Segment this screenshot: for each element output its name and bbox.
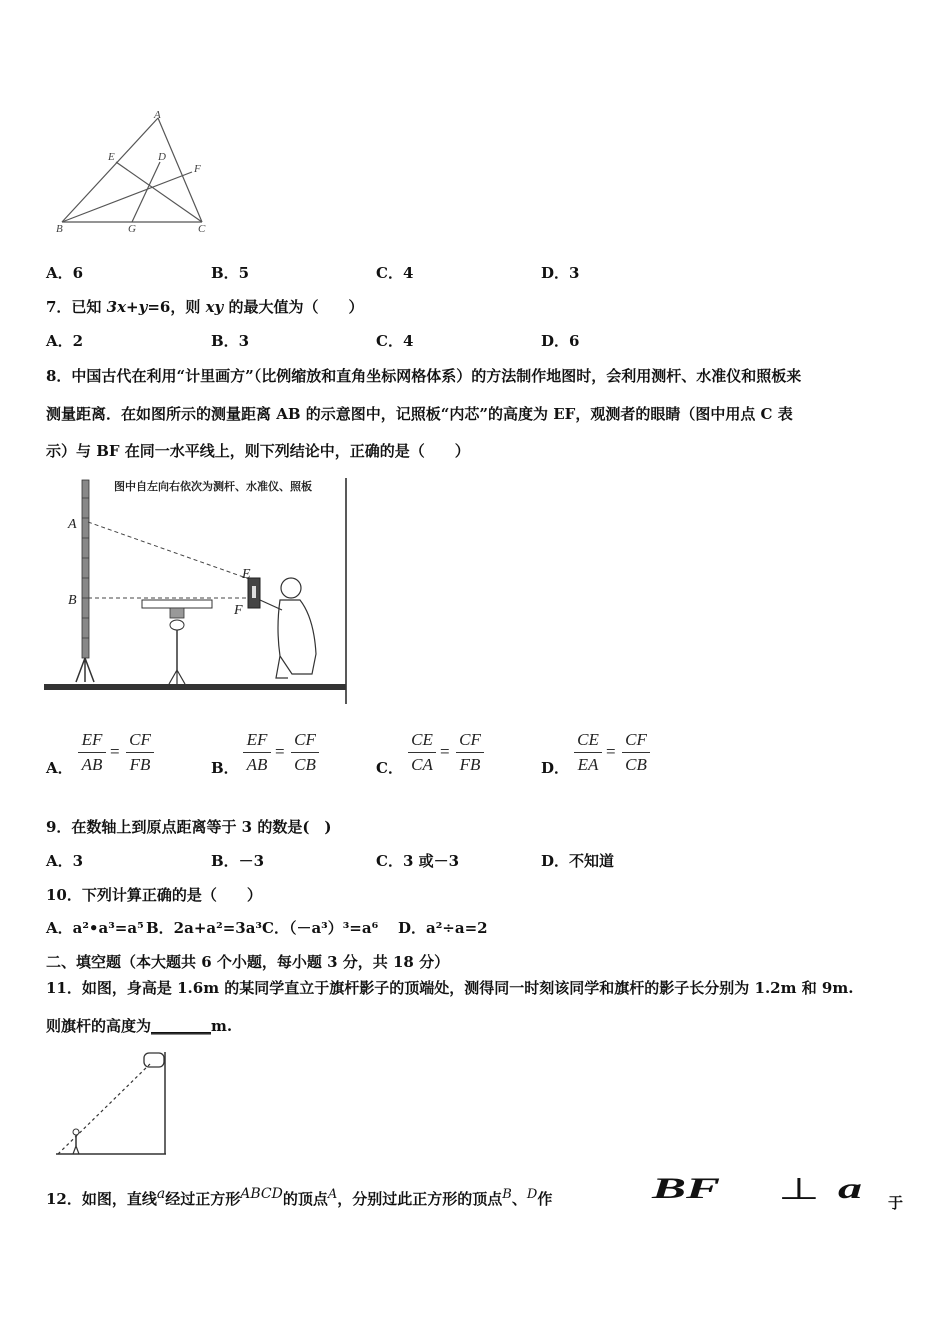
q6-option-d[interactable]: D．3 — [541, 264, 580, 282]
q8-option-a-frac2: CF FB — [126, 730, 154, 775]
flagpole-figure — [52, 1048, 172, 1160]
section-heading: 二、填空题（本大题共 6 个小题，每小题 3 分，共 18 分） — [46, 953, 450, 971]
q10-stem: 10．下列计算正确的是（ ） — [46, 886, 262, 904]
q8-option-b-eq: = — [275, 742, 285, 761]
label-e: E — [242, 567, 251, 582]
q8-option-b-frac1: EF AB — [243, 730, 271, 775]
label-a: A — [154, 110, 161, 121]
q7-option-c[interactable]: C．4 — [376, 332, 414, 350]
q6-option-a[interactable]: A．6 — [46, 264, 84, 282]
q8-option-d-eq: = — [606, 742, 616, 761]
q7-stem: 7．已知 3x+y=6，则 xy 的最大值为（ ） — [46, 298, 364, 316]
q12-formula-bf: BF — [652, 1172, 721, 1205]
q9-option-b[interactable]: B．－3 — [211, 852, 265, 870]
label-e: E — [108, 151, 115, 163]
label-c: C — [198, 223, 206, 235]
label-g: G — [128, 223, 136, 235]
q11-line-2: 则旗杆的高度为________m. — [46, 1017, 233, 1035]
q10-option-d[interactable]: D．a²÷a=2 — [398, 919, 488, 937]
q8-option-c-frac1: CE CA — [408, 730, 436, 775]
q8-option-b-frac2: CF CB — [291, 730, 319, 775]
q8-line-1: 8．中国古代在利用“计里画方”（比例缩放和直角坐标网格体系）的方法制作地图时，会利用测杆、水准仪和照板来 — [46, 367, 802, 385]
q9-option-c[interactable]: C．3 或－3 — [376, 852, 460, 870]
label-b: B — [68, 593, 77, 608]
measurement-figure — [44, 478, 350, 706]
q8-line-2: 测量距离．在如图所示的测量距离 AB 的示意图中，记照板“内芯”的高度为 EF，观测者的眼睛（图中用点 C 表 — [46, 405, 793, 423]
q8-option-b-letter[interactable]: B． — [211, 759, 239, 777]
q8-option-a-frac1: EF AB — [78, 730, 106, 775]
q8-option-a-letter[interactable]: A． — [46, 759, 73, 777]
q10-option-c[interactable]: C．（－a³）³=a⁶ — [262, 919, 379, 937]
q8-option-c-eq: = — [440, 742, 450, 761]
q8-option-a-eq: = — [110, 742, 120, 761]
triangle-figure — [50, 110, 220, 235]
figure-caption: 图中自左向右依次为测杆、水准仪、照板 — [114, 481, 312, 493]
q8-line-3: 示）与 BF 在同一水平线上，则下列结论中，正确的是（ ） — [46, 442, 470, 460]
q7-option-b[interactable]: B．3 — [211, 332, 250, 350]
q11-line-1: 11．如图，身高是 1.6m 的某同学直立于旗杆影子的顶端处，测得同一时刻该同学和旗杆的影子长分别为 1.2m 和 9m. — [46, 979, 854, 997]
q8-option-d-frac1: CE EA — [574, 730, 602, 775]
q10-option-b[interactable]: B．2a+a²=3a³ — [146, 919, 262, 937]
q12-formula-a: a — [838, 1172, 862, 1205]
q6-option-b[interactable]: B．5 — [211, 264, 250, 282]
label-f: F — [194, 163, 201, 175]
q7-option-d[interactable]: D．6 — [541, 332, 580, 350]
q12-line: 12．如图，直线$^a$经过正方形$^{ABCD}$的顶点$^A$，分别过此正方形的顶点$^B$、$^D$作 — [46, 1186, 553, 1208]
label-d: D — [158, 151, 166, 163]
q12-formula-perp: ⊥ — [778, 1173, 820, 1206]
q7-option-a[interactable]: A．2 — [46, 332, 84, 350]
q9-option-a[interactable]: A．3 — [46, 852, 84, 870]
q6-option-c[interactable]: C．4 — [376, 264, 414, 282]
q10-option-a[interactable]: A．a²•a³=a⁵ — [46, 919, 144, 937]
label-a: A — [68, 517, 77, 532]
answer-blank[interactable]: ________ — [151, 1017, 212, 1035]
q9-stem: 9．在数轴上到原点距离等于 3 的数是( ) — [46, 818, 332, 836]
label-f: F — [234, 603, 243, 618]
q8-option-d-frac2: CF CB — [622, 730, 650, 775]
q8-option-c-frac2: CF FB — [456, 730, 484, 775]
label-b: B — [56, 223, 63, 235]
q8-option-d-letter[interactable]: D． — [541, 759, 570, 777]
q8-option-c-letter[interactable]: C． — [376, 759, 403, 777]
q12-end: 于 — [888, 1194, 904, 1212]
q9-option-d[interactable]: D．不知道 — [541, 852, 615, 870]
